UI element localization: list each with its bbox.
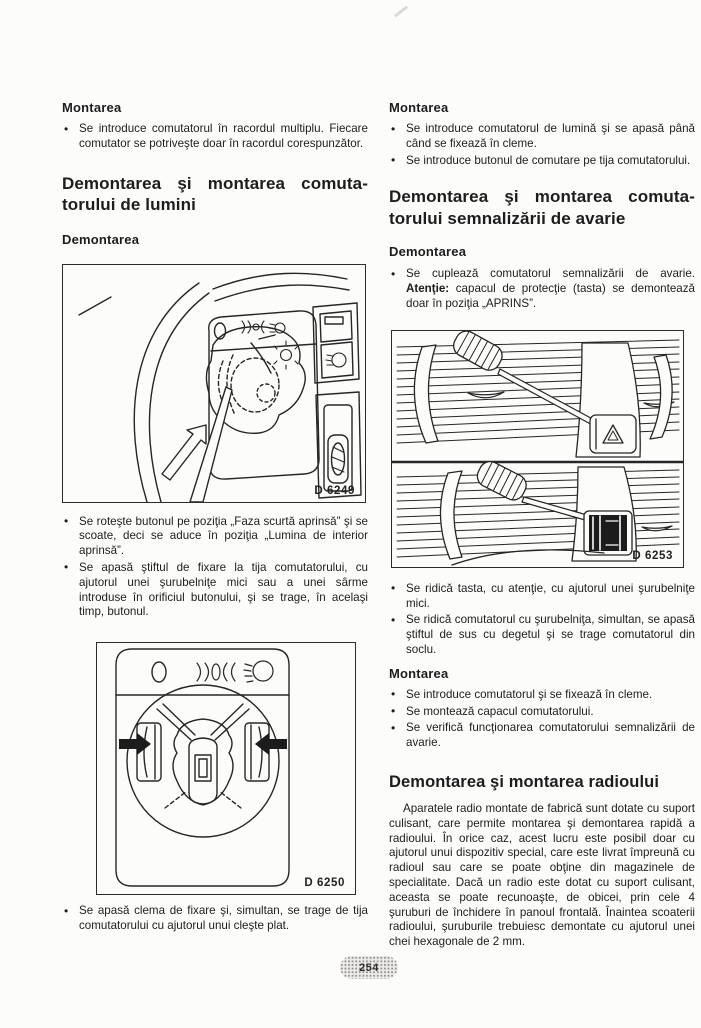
- list-item: • Se ridică comutatorul cu şurubelniţa, simultan, se apasă ştiftul de sus cu degetul şi se trage comutatorul din soclu.: [389, 613, 695, 657]
- list-item: • Se introduce comutatorul în racordul multiplu. Fiecare comutator se potriveşte doar în racordul corespunzător.: [62, 122, 368, 152]
- list-item: • Se introduce butonul de comutare pe tija comutatorului.: [389, 154, 695, 169]
- hazard-switch: [590, 415, 636, 453]
- parking-light-icon: [197, 663, 235, 681]
- montarea-bullets-right: [389, 122, 695, 168]
- list-item: • Se roteşte butonul pe poziţia „Faza scurtă aprinsă” şi se scoate, deci se aduce în poziţia „Lumina de interior aprinsă”.: [62, 515, 368, 559]
- attention-label: Atenţie:: [406, 282, 450, 296]
- dash-top-curve2: [215, 285, 349, 301]
- list-item: • Se apasă clema de fixare şi, simultan, se trage de tija comutatorului cu ajutorul unui cleşte plat.: [62, 904, 368, 934]
- figure-d6249: [62, 264, 366, 503]
- section-title-avarie: [389, 186, 695, 229]
- light-switch-removal-illustration: [63, 265, 365, 502]
- section-title-radio: Demontarea şi montarea radioului: [389, 772, 660, 791]
- light-switch-front-illustration: [97, 643, 355, 894]
- lumini-demontare-bullets: [62, 515, 368, 621]
- section-title-line1: Demontarea şi montarea comuta-: [389, 187, 695, 207]
- figure-label: D 6250: [304, 877, 345, 890]
- demontarea-heading-left: Demontarea: [62, 231, 140, 247]
- fog-light-switch-panel: [313, 303, 359, 383]
- montarea-heading-avarie: Montarea: [389, 665, 449, 681]
- section-title-line1: Demontarea şi montarea comuta-: [62, 173, 368, 193]
- list-item: • Se ridică tasta, cu atenţie, cu ajutorul unei şurubelniţe mici.: [389, 582, 695, 612]
- section-title-line2: torului de lumini: [62, 195, 196, 215]
- page-number: 254: [359, 961, 379, 974]
- scan-smudge: [394, 5, 408, 17]
- figure-label: D 6253: [632, 549, 673, 562]
- left-column: [62, 101, 368, 936]
- thumbwheel-panel: [316, 392, 361, 498]
- list-item: • Se apasă ştiftul de fixare la tija comutatorului, cu ajutorul unei şurubelniţe mici sau a unei sârme introduse în orificiul butonului, şi se trage, în acelaşi timp, butonul.: [62, 561, 368, 620]
- list-item: • Se verifică funcţionarea comutatorului semnalizării de avarie.: [389, 721, 695, 751]
- demontarea-heading-right: Demontarea: [389, 244, 467, 260]
- hazard-switch-removed: [584, 511, 632, 555]
- right-column: [389, 101, 695, 950]
- figure-label: D 6249: [314, 484, 355, 497]
- section-title-line2: torului semnalizării de avarie: [389, 208, 626, 228]
- headlight-icon: [244, 661, 273, 682]
- figure-d6250: [96, 642, 356, 895]
- off-position-icon: [152, 662, 166, 682]
- avarie-steps-bullets: [389, 582, 695, 658]
- list-item: • Se introduce comutatorul de lumină şi se apasă până când se fixează în cleme.: [389, 122, 695, 152]
- page-number-badge: [340, 956, 398, 979]
- radio-paragraph: Aparatele radio montate de fabrică sunt dotate cu suport culisant, care permite montarea şi demontarea rapidă a radioului. În orice caz, acest lucru este posibil doar cu ajutorul unui dispozitiv special, care este livrat împreună cu radioul sau care se poate obţine din magazinele de specialitate. Dacă un radio este dotat cu suport culisant, aceasta se poate recunoaşte, de obicei, prin cele 4 şuruburi de închidere în panoul frontală. Înaintea scoaterii radioului, şuruburile trebuiesc demontate cu ajutorul unei chei hexagonale de 2 mm.: [389, 801, 695, 949]
- list-item: • Se introduce comutatorul şi se fixează în cleme.: [389, 688, 695, 703]
- avarie-montare-bullets: [389, 688, 695, 751]
- list-item: • Se cuplează comutatorul semnalizării de avarie. Atenţie: capacul de protecţie (tasta) se demontează doar în poziţia „APRINS”.: [389, 267, 695, 311]
- montarea-heading-left: Montarea: [62, 100, 122, 115]
- avarie-demontare-bullets: [389, 267, 695, 311]
- rotary-knob: [157, 704, 249, 808]
- figure-d6253: [391, 330, 684, 568]
- dashboard-contour: [79, 297, 111, 315]
- hazard-switch-removal-illustration: [392, 331, 683, 567]
- lumini-final-bullets: [62, 904, 368, 934]
- montarea-heading-right: Montarea: [389, 100, 449, 115]
- montarea-bullets-left: [62, 122, 368, 152]
- section-title-lumini: [62, 173, 368, 216]
- list-item: • Se montează capacul comutatorului.: [389, 705, 695, 720]
